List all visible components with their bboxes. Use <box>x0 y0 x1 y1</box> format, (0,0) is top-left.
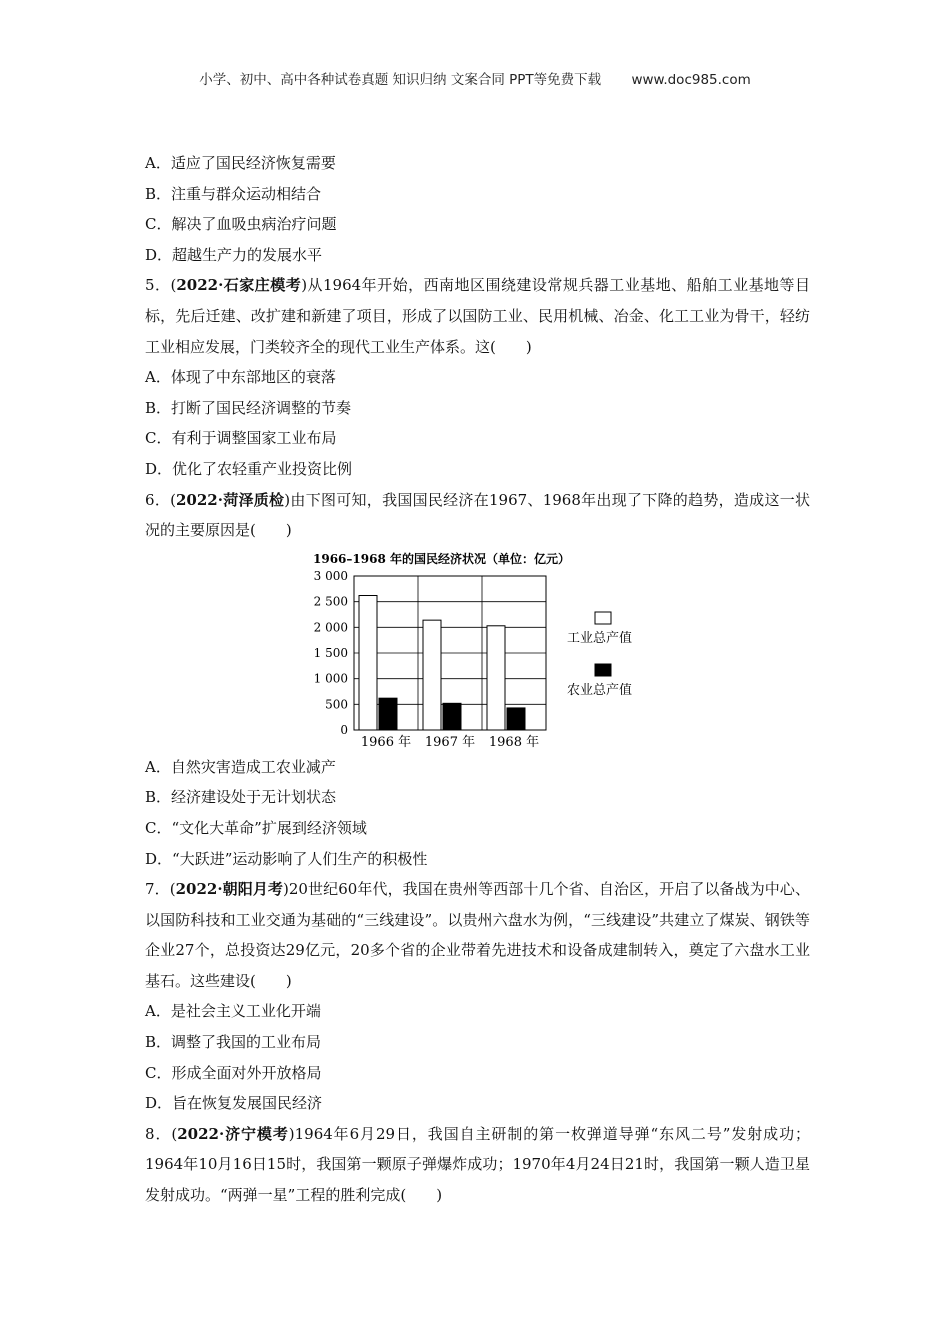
q4-option-a: A．适应了国民经济恢复需要 <box>145 154 336 172</box>
question-5 <box>145 270 810 484</box>
q6-option-a: A．自然灾害造成工农业减产 <box>145 757 336 776</box>
agriculture-bar <box>379 698 397 730</box>
agriculture-bar <box>507 708 525 730</box>
y-tick-label: 500 <box>325 697 348 712</box>
q6-stem: 6．(2022·菏泽质检)由下图可知，我国国民经济在1967、1968年出现了下降的趋势，造成这一状况的主要原因是( ) <box>145 490 810 540</box>
question-8 <box>145 1119 810 1211</box>
q4-option-b: B．注重与群众运动相结合 <box>145 184 322 203</box>
industry-bar <box>423 620 441 730</box>
q6-option-d: D．“大跃进”运动影响了人们生产的积极性 <box>145 849 428 868</box>
q8-stem: 8．(2022·济宁模考)1964年6月29日，我国自主研制的第一枚弹道导弹“东风二号”发射成功；1964年10月16日15时，我国第一颗原子弹爆炸成功；1970年4月24日21时，我国第一颗人造卫星发射成功。“两弹一星”工程的胜利完成( ) <box>145 1124 810 1205</box>
q5-option-a: A．体现了中东部地区的衰落 <box>145 368 336 387</box>
industry-bar <box>359 595 377 729</box>
question-7 <box>145 874 810 1119</box>
document-body <box>145 148 810 1211</box>
q5-source: 2022·石家庄模考 <box>176 276 302 295</box>
q6-option-b: B．经济建设处于无计划状态 <box>145 788 337 807</box>
y-tick-label: 1 500 <box>313 645 348 660</box>
legend-label: 农业总产值 <box>567 682 633 698</box>
agriculture-bar <box>443 703 461 730</box>
y-tick-label: 3 000 <box>313 568 348 583</box>
x-tick-label: 1966 年 <box>360 734 412 750</box>
industry-bar <box>487 626 505 730</box>
q7-option-c: C．形成全面对外开放格局 <box>145 1063 322 1082</box>
legend-swatch <box>595 664 611 676</box>
q5-option-b: B．打断了国民经济调整的节奏 <box>145 398 352 417</box>
economy-chart <box>145 550 810 752</box>
question-4-options <box>145 148 810 270</box>
page-header <box>0 68 950 88</box>
legend-label: 工业总产值 <box>567 630 633 646</box>
q7-option-b: B．调整了我国的工业布局 <box>145 1033 322 1052</box>
q5-option-d: D．优化了农轻重产业投资比例 <box>145 459 353 478</box>
q5-option-c: C．有利于调整国家工业布局 <box>145 429 337 448</box>
q7-source: 2022·朝阳月考 <box>175 880 283 899</box>
q7-stem: 7．(2022·朝阳月考)20世纪60年代，我国在贵州等西部十几个省、自治区，开启了以备战为中心、以国防科技和工业交通为基础的“三线建设”。以贵州六盘水为例，“三线建设”共建立了煤炭、钢铁等企业27个，总投资达29亿元，20多个省的企业带着先进技术和设备成建制转入，奠定了六盘水工业基石。这些建设( ) <box>145 880 810 990</box>
y-tick-label: 2 000 <box>313 620 348 635</box>
y-tick-label: 2 500 <box>313 594 348 609</box>
q7-option-d: D．旨在恢复发展国民经济 <box>145 1094 323 1113</box>
y-tick-label: 1 000 <box>313 671 348 686</box>
header-text: 小学、初中、高中各种试卷真题 知识归纳 文案合同 PPT等免费下载 <box>199 72 602 88</box>
q8-source: 2022·济宁模考 <box>177 1124 289 1143</box>
chart-title: 1966–1968 年的国民经济状况（单位：亿元） <box>313 551 570 566</box>
x-tick-label: 1967 年 <box>424 734 476 750</box>
header-url[interactable]: www.doc985.com <box>631 72 751 88</box>
q7-option-a: A．是社会主义工业化开端 <box>145 1002 321 1021</box>
economy-chart-svg <box>145 550 810 752</box>
q4-option-d: D．超越生产力的发展水平 <box>145 245 323 264</box>
x-tick-label: 1968 年 <box>488 734 540 750</box>
y-tick-label: 0 <box>340 722 348 737</box>
q6-option-c: C．“文化大革命”扩展到经济领域 <box>145 818 367 837</box>
q5-stem: 5．(2022·石家庄模考)从1964年开始，西南地区围绕建设常规兵器工业基地、船舶工业基地等目标，先后迁建、改扩建和新建了项目，形成了以国防工业、民用机械、冶金、化工工业为骨干，轻纺工业相应发展，门类较齐全的现代工业生产体系。这( ) <box>145 276 810 356</box>
q6-source: 2022·菏泽质检 <box>175 490 285 509</box>
q4-option-c: C．解决了血吸虫病治疗问题 <box>145 215 337 234</box>
legend-swatch <box>595 612 611 624</box>
question-6 <box>145 485 810 875</box>
